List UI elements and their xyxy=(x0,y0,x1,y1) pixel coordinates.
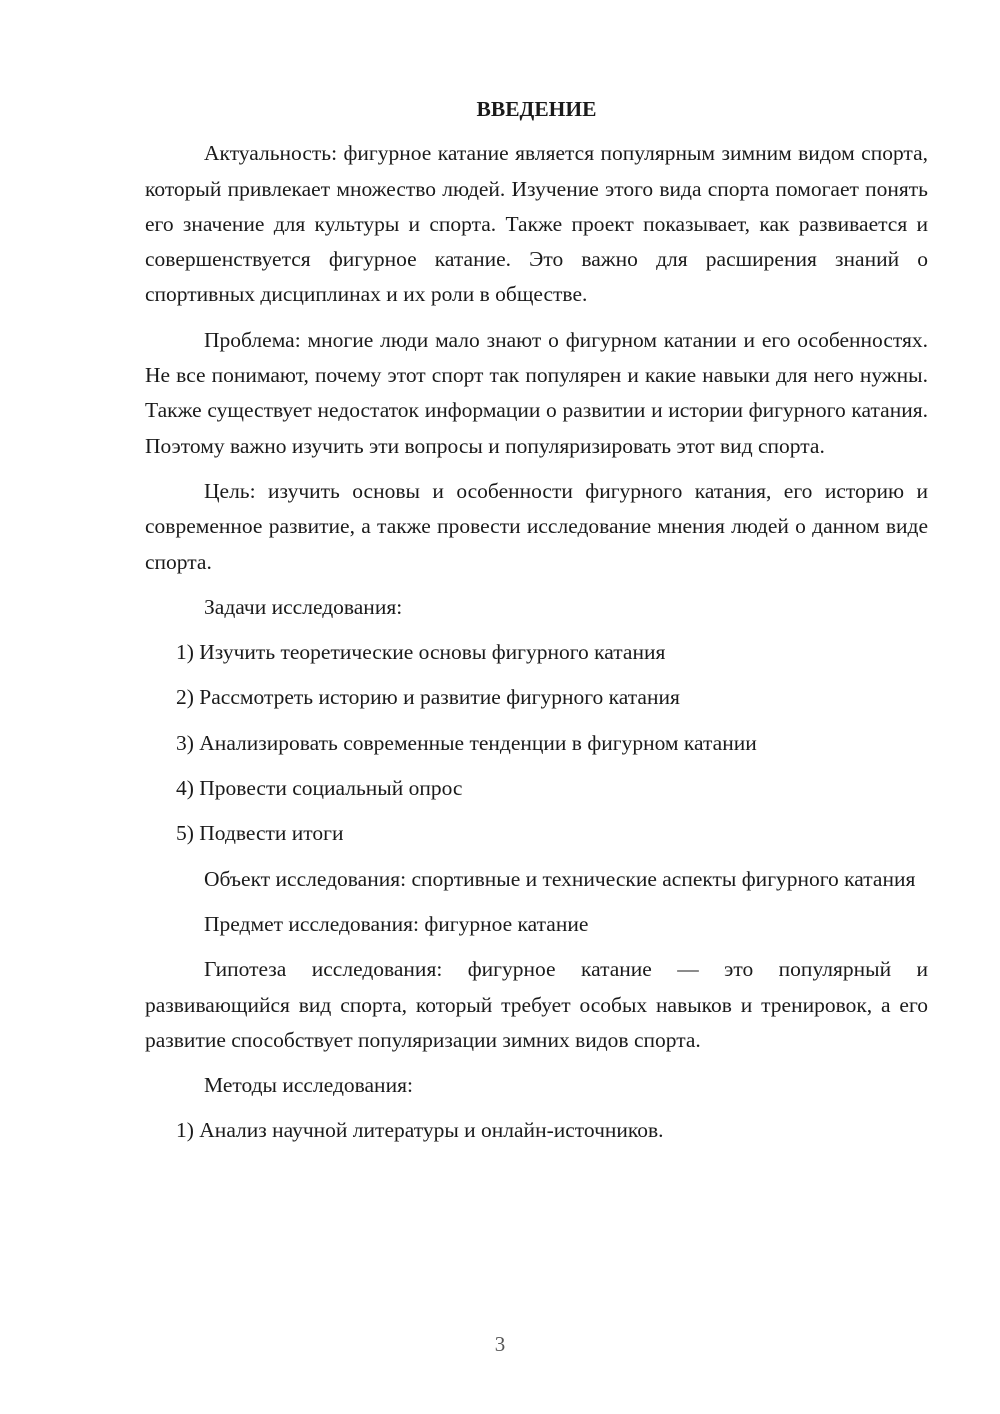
paragraph-object: Объект исследования: спортивные и технические аспекты фигурного катания xyxy=(204,866,916,891)
paragraph-tasks-heading: Задачи исследования: xyxy=(204,594,403,619)
paragraph-relevance: Актуальность: фигурное катание является популярным зимним видом спорта, который привлекает множество людей. Изучение этого вида спорта помогает понять его значение для культуры и спорта. Также проект показывает, как развивается и совершенствуется фигурное катание. Это важно для расширения знаний о спортивных дисциплинах и их роли в обществе. xyxy=(145,141,928,307)
paragraph-goal: Цель: изучить основы и особенности фигурного катания, его историю и современное развитие, а также провести исследование мнения людей о данном виде спорта. xyxy=(145,478,928,574)
list-item-task-1: 1) Изучить теоретические основы фигурного катания xyxy=(176,640,666,665)
paragraph-subject: Предмет исследования: фигурное катание xyxy=(204,911,589,936)
document-page xyxy=(145,92,928,1159)
paragraph-problem: Проблема: многие люди мало знают о фигурном катании и его особенностях. Не все понимают, почему этот спорт так популярен и какие навыки для него нужны. Также существует недостаток информации о развитии и истории фигурного катания. Поэтому важно изучить эти вопросы и популяризировать этот вид спорта. xyxy=(145,327,928,458)
section-title: ВВЕДЕНИЕ xyxy=(476,97,597,121)
list-item-task-2: 2) Рассмотреть историю и развитие фигурного катания xyxy=(176,685,680,710)
list-item-task-4: 4) Провести социальный опрос xyxy=(176,776,463,801)
paragraph-hypothesis: Гипотеза исследования: фигурное катание — это популярный и развивающийся вид спорта, который требует особых навыков и тренировок, а его развитие способствует популяризации зимних видов спорта. xyxy=(145,957,928,1052)
page-number: 3 xyxy=(494,1332,506,1356)
list-item-task-3: 3) Анализировать современные тенденции в фигурном катании xyxy=(176,730,757,755)
list-item-method-1: 1) Анализ научной литературы и онлайн-источников. xyxy=(176,1118,664,1143)
list-item-task-5: 5) Подвести итоги xyxy=(176,821,344,846)
paragraph-methods-heading: Методы исследования: xyxy=(204,1073,413,1098)
